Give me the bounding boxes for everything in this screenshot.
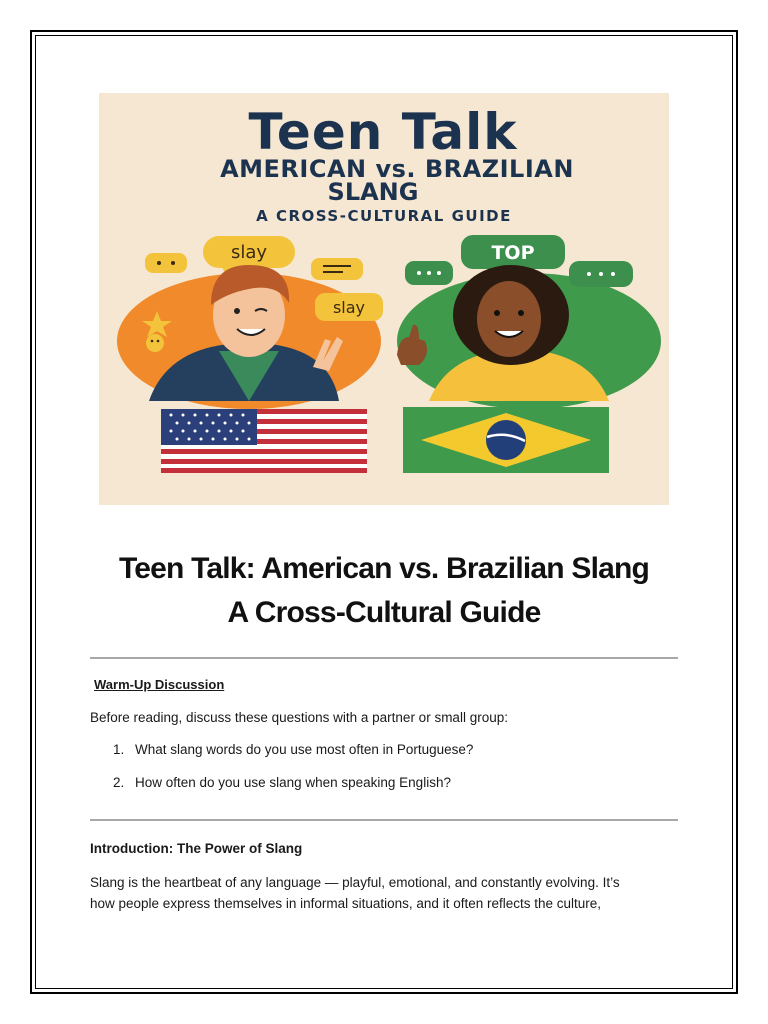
introduction-paragraph-line1: Slang is the heartbeat of any language — playful, emotional, and constantly evolving. It’s: [90, 875, 620, 890]
cover-artwork: [99, 93, 669, 505]
usa-flag-icon: [161, 409, 367, 473]
brazil-flag-icon: [403, 407, 609, 473]
cover-title-slang: SLANG: [327, 178, 419, 206]
cover-title-american-brazilian: AMERICAN vs. BRAZILIAN: [220, 155, 574, 183]
question-text: What slang words do you use most often in Portuguese?: [135, 742, 474, 757]
divider-top: [90, 657, 678, 659]
warmup-intro: Before reading, discuss these questions with a partner or small group:: [90, 710, 508, 725]
svg-text:slay: slay: [332, 298, 366, 317]
speech-bubble-slay-side: [315, 293, 383, 321]
speech-bubble-dots-brazil-left: [405, 261, 453, 285]
document-title-line2: A Cross-Cultural Guide: [227, 596, 541, 629]
svg-text:TOP: TOP: [491, 242, 535, 264]
speech-bubble-lines: [311, 258, 363, 280]
introduction-paragraph-line2: how people express themselves in informal situations, and it often reflects the culture,: [90, 896, 602, 911]
speech-bubble-dots-brazil-right: [569, 261, 633, 287]
list-number: 1.: [113, 742, 125, 757]
divider-middle: [90, 819, 678, 821]
list-item: [113, 742, 473, 757]
cover-illustration: [99, 93, 669, 505]
list-item: [113, 775, 451, 790]
cover-title-teen-talk: Teen Talk: [248, 103, 518, 161]
cover-subtitle: A CROSS-CULTURAL GUIDE: [256, 207, 512, 225]
svg-text:slay: slay: [230, 242, 268, 263]
introduction-heading: Introduction: The Power of Slang: [90, 841, 303, 856]
speech-bubble-dots-left: [145, 253, 187, 273]
warmup-heading: Warm-Up Discussion: [94, 677, 225, 692]
smiley-icon: [146, 334, 164, 352]
question-text: How often do you use slang when speaking English?: [135, 775, 451, 790]
list-number: 2.: [113, 775, 125, 790]
document-title-line1: Teen Talk: American vs. Brazilian Slang: [118, 552, 650, 585]
